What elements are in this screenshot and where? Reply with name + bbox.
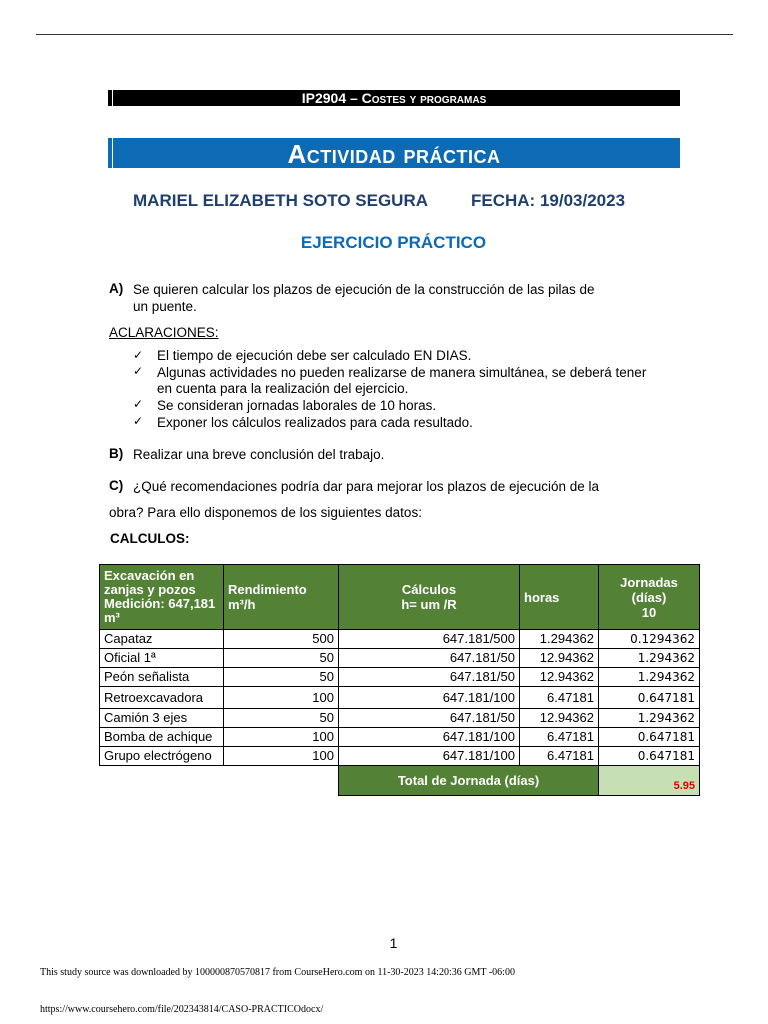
header-jornadas [599,565,700,630]
header-horas [520,565,599,630]
check-icon: ✓ [133,364,144,378]
header-line: zanjas y pozos [104,582,196,597]
section-c-text-2: obra? Para ello disponemos de los siguientes datos: [109,505,422,520]
cell-calculo: 647.181/500 [339,630,520,649]
header-line: h= um /R [401,597,457,612]
section-a-text-1: Se quieren calcular los plazos de ejecución de la construcción de las pilas de [133,282,595,297]
header-line: Cálculos [401,582,457,597]
cell-calculo: 647.181/50 [339,649,520,668]
page-number: 1 [389,935,398,951]
total-label: Total de Jornada (días) [339,766,599,796]
cell-jornadas: 0.647181 [599,728,700,747]
aclaracion-item: Exponer los cálculos realizados para cada resultado. [157,415,473,430]
header-calculos [339,565,520,630]
bar-marker [112,90,113,106]
course-title: IP2904 – Costes y programas [301,90,487,106]
header-rendimiento [224,565,339,630]
aclaracion-item: en cuenta para la realización del ejercicio. [157,381,409,396]
cell-jornadas: 1.294362 [599,649,700,668]
cell-calculo: 647.181/50 [339,668,520,687]
activity-title: Actividad práctica [287,139,501,169]
cell-calculo: 647.181/100 [339,747,520,766]
aclaracion-item: Algunas actividades no pueden realizarse de manera simultánea, se deberá tener [157,365,647,380]
cell-rendimiento: 100 [224,747,339,766]
table-row [100,630,700,649]
cell-jornadas: 0.647181 [599,687,700,709]
header-excavacion [100,565,224,630]
activity-title-bar [108,138,680,168]
section-a-text-2: un puente. [133,299,197,314]
header-line: 10 [641,604,657,620]
cell-horas: 6.47181 [520,728,599,747]
section-b-letter: B) [109,446,124,461]
cell-resource: Retroexcavadora [100,687,224,709]
table-header-row [100,565,700,630]
table-row [100,709,700,728]
header-line: Excavación en [104,568,195,583]
cell-horas: 6.47181 [520,687,599,709]
table-row [100,687,700,709]
section-a-letter: A) [109,281,124,296]
cell-resource: Bomba de achique [100,728,224,747]
date: FECHA: 19/03/2023 [471,191,626,210]
cell-rendimiento: 50 [224,649,339,668]
cell-resource: Oficial 1ª [100,649,224,668]
cell-rendimiento: 100 [224,728,339,747]
cell-calculo: 647.181/100 [339,728,520,747]
cell-rendimiento: 50 [224,709,339,728]
aclaracion-item: El tiempo de ejecución debe ser calculado EN DIAS. [157,348,472,363]
header-line: horas [524,589,560,605]
cell-rendimiento: 50 [224,668,339,687]
section-b-text: Realizar una breve conclusión del trabajo. [133,447,385,462]
table-row [100,668,700,687]
table-row [100,747,700,766]
section-c-text-1: ¿Qué recomendaciones podría dar para mejorar los plazos de ejecución de la [133,479,600,494]
calculation-table [99,564,700,796]
cell-horas: 12.94362 [520,668,599,687]
cell-horas: 12.94362 [520,709,599,728]
author-name: MARIEL ELIZABETH SOTO SEGURA [133,191,429,210]
course-header-bar [108,90,680,106]
cell-horas: 12.94362 [520,649,599,668]
download-note: This study source was downloaded by 100000870570817 from CourseHero.com on 11-30-2023 14:20:36 GMT -06:00 [40,967,515,978]
header-line: m³/h [228,597,256,612]
header-line: Medición: 647,181 [104,596,216,611]
calculos-label: CALCULOS: [110,531,190,546]
cell-jornadas: 0.1294362 [599,630,700,649]
header-line: Jornadas (días) [620,574,678,605]
cell-resource: Camión 3 ejes [100,709,224,728]
aclaracion-item: Se consideran jornadas laborales de 10 horas. [157,398,437,413]
cell-jornadas: 1.294362 [599,668,700,687]
cell-resource: Capataz [100,630,224,649]
cell-resource: Peón señalista [100,668,224,687]
cell-horas: 1.294362 [520,630,599,649]
table-row [100,728,700,747]
empty-cell [100,766,224,796]
total-row [100,766,700,796]
cell-calculo: 647.181/100 [339,687,520,709]
source-url[interactable]: https://www.coursehero.com/file/202343814/CASO-PRACTICOdocx/ [40,1004,324,1015]
header-line: m³ [104,610,120,625]
section-c-letter: C) [109,478,124,493]
total-value: 5.95 [599,766,700,796]
aclaraciones-heading: ACLARACIONES: [109,325,219,340]
cell-rendimiento: 500 [224,630,339,649]
bar-marker [112,138,113,168]
cell-horas: 6.47181 [520,747,599,766]
check-icon: ✓ [133,397,144,411]
top-rule [36,34,733,35]
exercise-title: EJERCICIO PRÁCTICO [300,233,487,252]
header-line: Rendimiento [228,582,307,597]
check-icon: ✓ [133,414,144,428]
cell-jornadas: 1.294362 [599,709,700,728]
cell-rendimiento: 100 [224,687,339,709]
cell-resource: Grupo electrógeno [100,747,224,766]
cell-calculo: 647.181/50 [339,709,520,728]
check-icon: ✓ [133,348,144,362]
empty-cell [224,766,339,796]
table-row [100,649,700,668]
cell-jornadas: 0.647181 [599,747,700,766]
